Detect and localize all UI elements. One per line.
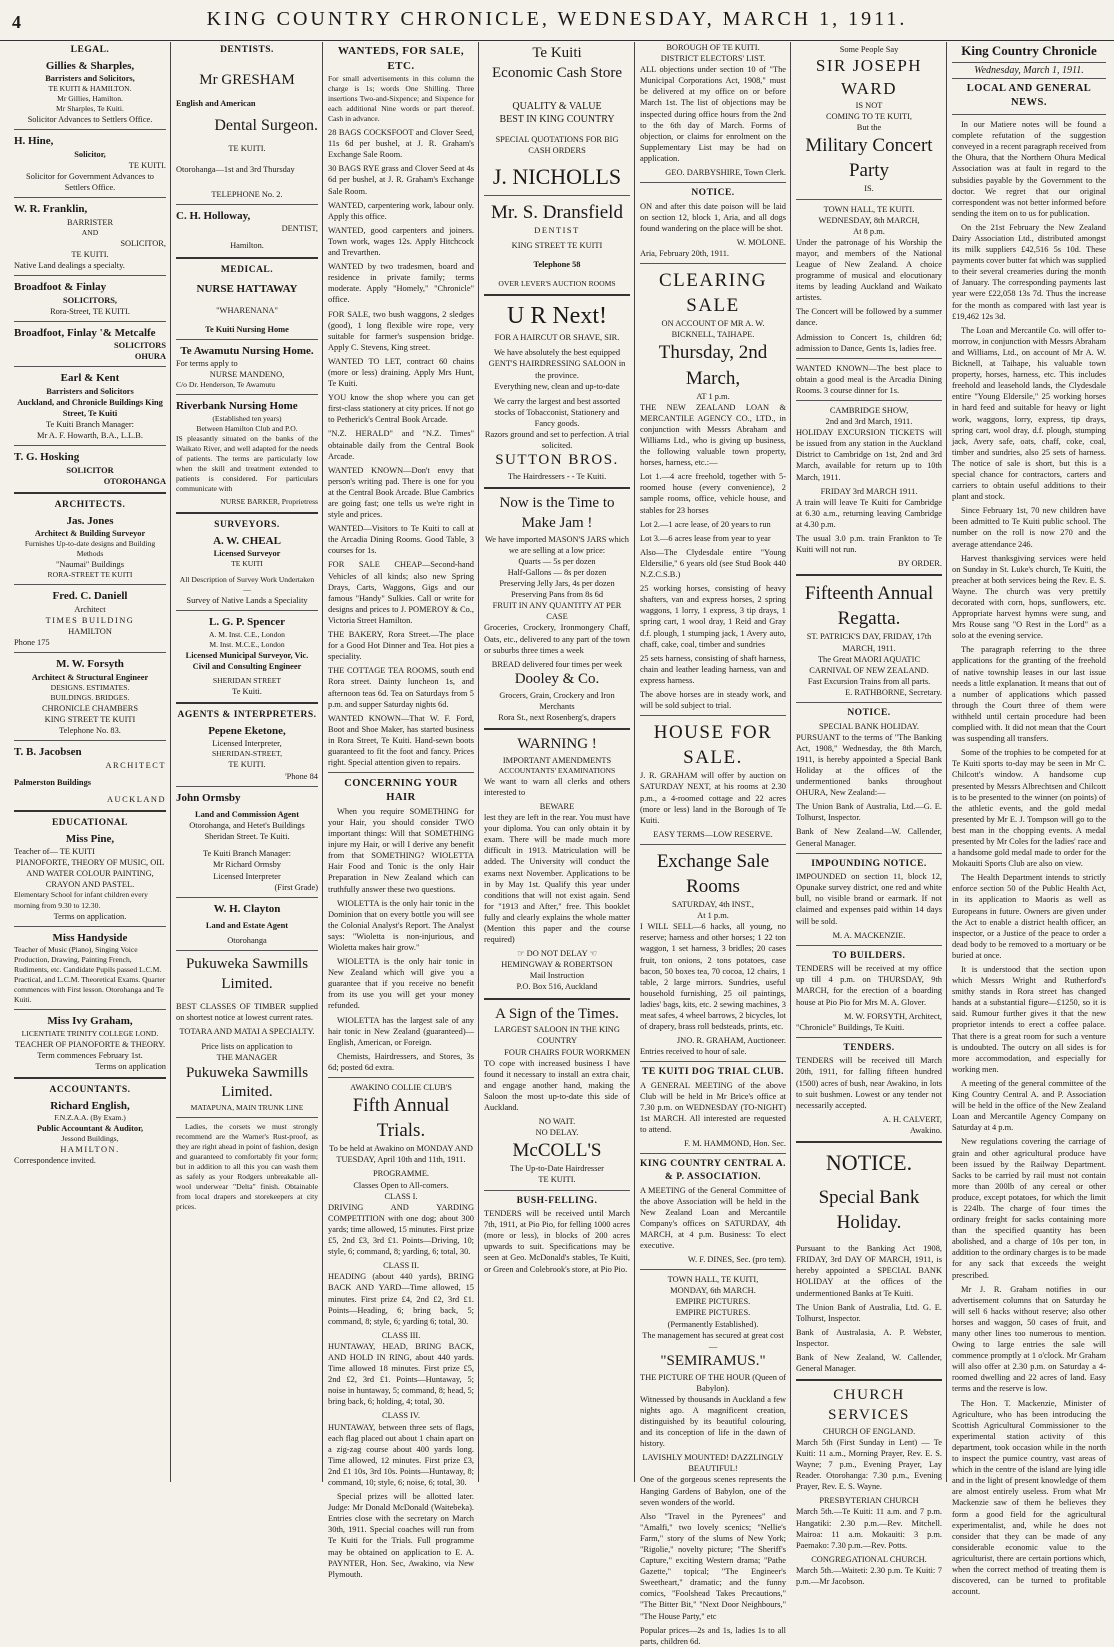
news-paragraph: Harvest thanksgiving services were held on Sunday in St. Luke's church, Te Kuiti, the preacher at both services being the Rev. E. S. Wayne. The church was very prettily decorated with corn, hops, sunflowers, etc. Appropriate harvest hymns were sung, and Mrs Rouse sang "O Rest in the Lord" as a solo at the evening service. [952,553,1106,641]
masthead [0,0,1114,41]
news-masthead: King Country Chronicle [961,43,1097,58]
ad-holloway: C. H. Holloway, DENTIST, Hamilton. [176,209,318,251]
bush-felling-heading: BUSH-FELLING. [516,1195,598,1206]
section-heading-accountants: ACCOUNTANTS. [49,1085,131,1096]
hair-paragraph: WIOLETTA is the only hair tonic in New Zealand which will give you a guarantee that if you receive no benefit from its use you will get your money refunded. [328,957,474,1011]
awakino-intro: AWAKINO COLLIE CLUB'S [350,1083,452,1093]
ad-eketone: Pepene Eketone, Licensed Interpreter, SHERIDAN-STREET, TE KUITI. 'Phone 84 [208,724,318,781]
section-heading-wanteds: WANTEDS, FOR SALE, ETC. [337,45,465,72]
ad-sutton-bros: U R Next! FOR A HAIRCUT OR SHAVE, SIR. We have absolutely the best equipped GENT'S HAIRDRESSING SALOON in the province. Everything new, clean and up-to-date We carry the largest and best assorted stocks of Tobacconist, Stationery and Fancy goods. Razors ground and set to perfection. A trial solicited. SUTTON BROS. The Hairdressers - - Te Kuiti. [484,302,630,481]
news-paragraphs [952,119,1106,1597]
column-professional [172,42,322,1482]
column-stores [480,42,634,1482]
section-heading-educational: EDUCATIONAL [51,818,129,829]
trial-class-title: CLASS IV. [381,1411,420,1421]
classified-ad: "N.Z. HERALD" and "N.Z. Times" obtainable daily from the Central Book Arcade. [328,429,474,461]
wanteds-intro: For small advertisements in this column the charge is 1s; words One Shilling. Three insertions Two-and-Sixpence; and Sixpence for each additional Nine words or part thereof. Cash in advance. [328,74,474,124]
news-paragraph: A meeting of the general committee of the King Country Central A. and P. Association will be held in the office of the New Zealand Loan and Mercantile Agency Company on Saturday at 4 p.m. [952,1078,1106,1133]
news-paragraph: On the 21st February the New Zealand Dairy Association Ltd., distributed amongst its milk suppliers £42,516 5s 10d. These payments cover butter fat which was supplied to their several creameries during the month of January. The corresponding payments last year were £22,058 13s 7d. Thus the increase for the month as compared with last year is £19,462 12s 3d. [952,222,1106,321]
ad-warning: WARNING ! IMPORTANT AMENDMENTS ACCOUNTANTS' EXAMINATIONS We want to warn all clerks and others interested to BEWARE lest they are left in the rear. You must have your diploma. You can only obtain it by exam. There will be made much more difficult in 1913. Matriculation will be added. The University will conduct the exams next November. Applications to be in by May 1st. Qualify this year under conditions that will not exist again. Send for "1913 and After," free. This booklet fully and clearly explains the whole matter (Mention this paper and the course required) ☞ DO NOT DELAY ☜ HEMINGWAY & ROBERTSON Mail Instruction P.O. Box 516, Auckland [484,735,630,992]
trial-class-body: DRIVING AND YARDING COMPETITION with one dog; about 300 yards; time allowed, 15 minutes. First prize £5, 2nd £3, 3rd £1. Points—Driving, 10; style, 6; command, 8; yarding, 6; total, 30. [328,1202,474,1257]
classified-ad: WANTED TO LET, contract 60 chains (more or less) draining. Apply Mrs Hunt, Te Kuiti. [328,356,474,389]
ad-ormsby: John Ormsby Land and Commission Agent Otorohanga, and Hetet's Buildings Sheridan Street. Te Kuiti. Te Kuiti Branch Manager: Mr Richard Ormsby Licensed Interpreter (First Grade) [176,791,318,892]
column-legal [10,42,170,1482]
ad-franklin: W. R. Franklin, BARRISTER AND SOLICITOR, TE KUITI. Native Land dealings a specialty. [14,203,166,270]
ad-special-bank-holiday: NOTICE. Special Bank Holiday. Pursuant to the Banking Act 1908, FRIDAY, 3rd DAY OF MARCH, 1911, is hereby appointed a SPECIAL BANK HOLIDAY at the offices of the undermentioned Banks at Te Kuiti. The Union Bank of Australia, Ltd. G. E. Tolhurst, Inspector. Bank of Australasia, A. P. Webster, Inspector. Bank of New Zealand, W. Callender, General Manager. [796,1149,942,1374]
ad-jones: Jas. Jones Architect & Building Surveyor Furnishes Up-to-date designs and Building Methods "Naumai" Buildings RORA-STREET TE KUITI [24,514,156,580]
ad-cambridge-show: CAMBRIDGE SHOW, 2nd and 3rd March, 1911. HOLIDAY EXCURSION TICKETS will be issued from any station in the Auckland District to Cambridge on 1st, 2nd and 3rd March, available for return up to 10th March, 1911. FRIDAY 3rd MARCH 1911. A train will leave Te Kuiti for Cambridge at 6.30 a.m., returning leaving Cambridge at 4.30 p.m. The usual 3.0 p.m. train Frankton to Te Kuiti will not run. BY ORDER. [796,406,942,569]
news-paragraph: The paragraph referring to the three applications for the granting of the freehold of native township leases in our last issue needs a little explanation. It means that out of a number of applications which passed through the Court three of them were withheld until certain procedure had been complied with. It did not mean that the Court was suspending all transfers. [952,645,1106,744]
ad-economic-cash-store: Te Kuiti Economic Cash Store QUALITY & VALUE BEST IN KING COUNTRY SPECIAL QUOTATIONS FOR BIG CASH ORDERS J. NICHOLLS [492,45,622,190]
awakino-footer: Special prizes will be allotted later. Judge: Mr Donald McDonald (Waitebeka). Entries close with the secretary on March 30th, 1911. Special coaches will run from Te Kuiti for the Trials. Full programme may be obtained on application to E. A. PAYNTER, Hon. Sec, Awakino, via New Plymouth. [328,1492,474,1579]
news-paragraph: Since February 1st, 70 new children have been admitted to Te Kuiti public school. The number on the roll is now 270 and the average attendance 246. [952,506,1106,549]
ad-hattaway: NURSE HATTAWAY "WHARENANA" Te Kuiti Nursing Home [196,283,298,334]
trial-class-body: HEADING (about 440 yards), BRING BACK AND YARD—Time allowed, 15 minutes. First prize £4, 2nd £2, 3rd £1. Points—Heading, 6; bring back, 5; command, 8; style, 6; yarding 6; total, 30. [328,1272,474,1326]
church-services: CHURCH SERVICES CHURCH OF ENGLAND. March 5th (First Sunday in Lent) — Te Kuiti: 11 a.m., Morning Prayer, Rev. E. S. Wayne; 7 p.m., Evening Prayer, Lay Reader. Otorohanga: 7.30 p.m., Evening Prayer, Rev. E. S. Wayne. PRESBYTERIAN CHURCH March 5th.—Te Kuiti: 11 a.m. and 7 p.m. Hangatiki: 2.30 p.m.—Rev. Mitchell. Mairoa: 11 a.m. Mokauiti: 3 p.m. Paemako: 7.30 p.m.—Rev. Potts. CONGREGATIONAL CHURCH. March 5th.—Waiteti: 2.30 p.m. Te Kuiti: 7 p.m.—Mr Jacobson. [796,1387,942,1586]
column-news [948,42,1110,1597]
ad-broadfoot-metcalfe: Broadfoot, Finlay '& Metcalfe SOLICITORS OHURA [14,326,166,362]
classified-ad: FOR SALE, two bush waggons, 2 sledges (good), 1 long flexible wire rope, very suitable for farmer's suspension bridge. Apply C. Stevens, King street. [328,309,474,352]
wanteds-list [328,127,474,768]
ad-house-for-sale: HOUSE FOR SALE. J. R. GRAHAM will offer by auction on SATURDAY NEXT, at his rooms at 2.30 p.m., a 4-roomed cottage and 22 acres (more or less) land in the Borough of Te Kuiti. EASY TERMS—LOW RESERVE. [640,722,786,839]
classified-ad: WANTED, good carpenters and joiners. Town work, wages 12s. Apply Hitchcock and Trevarthen. [328,225,474,258]
ad-empire-pictures: TOWN HALL, TE KUITI, MONDAY, 6th MARCH. EMPIRE PICTURES. EMPIRE PICTURES. (Permanently Established). The management has secured at great cost— "SEMIRAMUS." THE PICTURE OF THE HOUR (Queen of Babylon). Witnessed by thousands in Auckland a few nights ago. A magnificent creation, distinguished by its beautiful colouring, and its conception of life in the dawn of history. LAVISHLY MOUNTED! DAZZLINGLY BEAUTIFUL! One of the gorgeous scenes represents the Hanging Gardens of Babylon, one of the seven wonders of the world. Also "Travel in the Pyrenees" and "Amalfi," two lovely scenics; "Nellie's Farm," story of the slums of New York; "Rigolie," novelty picture; "The Sheriff's Capture," exciting Western drama; "Pathe Gazette," topical; "The Engineer's Sweetheart," dramatic; and the funny comics, "Foolshead Takes Precautions," "The Bitter Bit," "Next Door Neighbours," "The House Party," etc Popular prices—2s and 1s, ladies 1s to all parts, children 6d. [640,1275,786,1646]
hair-paragraph: Chemists, Hairdressers, and Stores, 3s 6d; posted 6d extra. [328,1051,474,1072]
news-paragraph: The Hon. T. Mackenzie, Minister of Agriculture, who has been introducing the Scottish Agricultural Commissioner to the experimental station activity of this department, took occasion while in the north to inspect the pumice country, vast areas of which in the centre of the island are lying idle and in the light of present knowledge of them are almost entirely useless. From what Mr Mackenzie saw of them he believes they form a good field for the agricultural experimentalist, and, while he does not consider that they can be made of any considerable economic value to the agriculturist, there are certain portions which, when the correct method of treating them is discovered, can be turned to profitable account. [952,1398,1106,1597]
ad-mccolls: A Sign of the Times. LARGEST SALOON IN THE KING COUNTRY FOUR CHAIRS FOUR WORKMEN TO cope with increased business I have found it necessary to install an extra chair, and engage another hand, making the Saloon the most up-to-date this side of Auckland. NO WAIT. NO DELAY. McCOLL'S The Up-to-Date Hairdresser TE KUITI. [484,1005,630,1185]
news-paragraph: Mr J. R. Graham notifies in our advertisement columns that on Saturday he will sell 6 hacks without reserve; also other horses and waggon, 50 cases of fruit, and many other lines too numerous to mention. Owing to large entries the sale will commence promptly at 1 o'clock. Mr Graham will also offer at 2.30 p.m. on Saturday a 4-roomed dwelling and 22 acres of land. Easy terms and the reserve is low. [952,1284,1106,1394]
section-heading-surveyors: SURVEYORS. [214,520,280,531]
borough-heading: BOROUGH OF TE KUITI. [666,43,760,52]
column-rule [790,42,791,1482]
trial-class-title: CLASS III. [381,1330,421,1340]
section-heading-medical: MEDICAL. [220,264,274,275]
ad-dransfield: Mr. S. Dransfield DENTIST KING STREET TE KUITI Telephone 58 OVER LEVER'S AUCTION ROOMS [491,202,623,288]
ad-regatta: Fifteenth Annual Regatta. ST. PATRICK'S DAY, FRIDAY, 17th MARCH, 1911. The Great MAORI AQUATIC CARNIVAL OF NEW ZEALAND. Fast Excursion Trains from all parts. E. RATHBORNE, Secretary. [804,583,942,697]
classified-ad: WANTED KNOWN—That W. F. Ford, Boot and Shoe Maker, has started business in Rora Street, Te Kuiti. Hand-sewn boots guaranteed to fit the foot and fancy. Prices right. Special attention given to repairs. [328,713,474,768]
ad-earl-kent: Earl & Kent Barristers and Solicitors Auckland, and Chronicle Buildings King Street, Te Kuiti Te Kuiti Branch Manager: Mr A. F. Howarth, B.A., L.L.B. [17,372,163,441]
classified-ad: 30 BAGS RYE grass and Clover Seed at 4s 6d per bushel, at J. R. Graham's Exchange Sale Room. [328,164,474,196]
column-notices: BOROUGH OF TE KUITI. DISTRICT ELECTORS' LIST. ALL objections under section 10 of "The Municipal Corporations Act, 1908," must be delivered at my office on or before March 1st. The list of objections may be inspected during office hours from the 2nd to the 6th day of March. Forms of objection, or claims for enrolment on the Supplementary List may be had on application. GEO. DARBYSHIRE, Town Clerk. NOTICE. ON and after this date poison will be laid on section 12, block 1, Aria, and all dogs found wandering on the place will be shot. W. MOLONE. Aria, February 20th, 1911. CLEARING SALE ON ACCOUNT OF MR A. W. BICKNELL, TAIHAPE. Thursday, 2nd March, AT 1 p.m. THE NEW ZEALAND LOAN & MERCANTILE AGENCY CO., LTD., in conjunction with Messrs Abraham and Williams Ltd., who is giving up business, the following valuable town property, horses, harness, etc.:— Lot 1.—4 acre freehold, together with 5-roomed house (every convenience), 2 sample rooms, office, vehicle house, and stables for 23 horses Lot 2.—1 acre lease, of 20 years to run Lot 3.—6 acres lease from year to year Also—The Clydesdale entire "Young Eldersilie," 6 years old (see Stud Book 440 N.Z.C.S.B.) 25 working horses, consisting of heavy shafters, van and express horses, 2 spring waggons, 1 lorry, 1 express, 3 tip drays, 1 spring cart, 1 wool dray, 1 Reid and Gray d.f. plough, 1 stumping jack, 1 Avery auto, chaff, cake, coal, timber and sundries 25 sets harness, consisting of shaft harness, chain and leather leading harness, van and express harness. The above horses are in steady work, and will be sold subject to trial. HOUSE FOR SALE. J. R. GRAHAM will offer by auction on SATURDAY NEXT, at his rooms at 2.30 p.m., a 4-roomed cottage and 22 acres (more or less) land in the Borough of Te Kuiti. EASY TERMS—LOW RESERVE. Exchange Sale Rooms SATURDAY, 4th INST., At 1 p.m. I WILL SELL—6 hacks, all young, no reserve; harness and other horses; 1 22 ton waggon, 1 set harness, 3 bridles; 20 cases fruit, ton onions, 2 tons potatoes, case bacon, 50 boxes tea, 70 cocoa, 12 chairs, 1 table, 2 large mirrors. Sundries, useful household furnishing, 25 oil paintings, ladies' bags, kits, etc. 2 sewing machines, 3 meat safes, 4 wheel barrows, 2 bicycles, lot of drapery, brass roll bedsteads, prints, etc. JNO. R. GRAHAM, Auctioneer. Entries received to hour of sale. TE KUITI DOG TRIAL CLUB. A GENERAL MEETING of the above Club will be held in Mr Brice's office at 7.30 p.m. on WEDNESDAY (TO-NIGHT) 1st MARCH. All interested are requested to attend. F. M. HAMMOND, Hon. Sec. KING COUNTRY CENTRAL A. & P. ASSOCIATION. A MEETING of the General Committee of the above Association will be held in the New Zealand Loan and Mercantile Company's offices on SATURDAY, 4th MARCH, at 4 p.m. Business: To elect executive. W. F. DINES, Sec. (pro tem). TOWN HALL, TE KUITI, MONDAY, 6th MARCH. EMPIRE PICTURES. EMPIRE PICTURES. (Permanently Established). The management has secured at great cost— "SEMIRAMUS." THE PICTURE OF THE HOUR (Queen of Babylon). Witnessed by thousands in Auckland a few nights ago. A magnificent creation, distinguished by its beautiful colouring, and its conception of life in the dawn of history. LAVISHLY MOUNTED! DAZZLINGLY BEAUTIFUL! One of the gorgeous scenes represents the Hanging Gardens of Babylon, one of the seven wonders of the world. Also "Travel in the Pyrenees" and "Amalfi," two lovely scenics; "Nellie's Farm," story of the slums of New York; "Rigolie," novelty picture; "The Sheriff's Capture," exciting Western drama; "Pathe Gazette," topical; "The Engineer's Sweetheart," dramatic; and the funny comics, "Foolshead Takes Precautions," "The Bitter Bit," "Next Door Neighbours," "The House Party," etc Popular prices—2s and 1s, ladies 1s to all parts, children 6d. [640,43,786,1646]
ad-riverbank: Riverbank Nursing Home (Established ten years) Between Hamilton Club and P.O. IS pleasantly situated on the banks of the Waikato River, and well adapted for the needs of patients. The terms are particularly low when the skill and treatment extended to patients is considered. For particulars communicate with NURSE BARKER, Proprietress [176,400,318,507]
ad-cheal: A. W. CHEAL Licensed Surveyor TE KUITI All Description of Survey Work Undertaken— Survey of Native Lands a Speciality [179,534,315,606]
trial-class-title: CLASS I. [384,1191,418,1201]
section-heading-legal: LEGAL. [70,45,110,55]
ad-clearing-sale: CLEARING SALE ON ACCOUNT OF MR A. W. BICKNELL, TAIHAPE. Thursday, 2nd March, AT 1 p.m. THE NEW ZEALAND LOAN & MERCANTILE AGENCY CO., LTD., in conjunction with Messrs Abraham and Williams Ltd., who is giving up business, the following valuable town property, horses, harness, etc.:— Lot 1.—4 acre freehold, together with 5-roomed house (every convenience), 2 sample rooms, office, vehicle house, and stables for 23 horses Lot 2.—1 acre lease, of 20 years to run Lot 3.—6 acres lease from year to year Also—The Clydesdale entire "Young Eldersilie," 6 years old (see Stud Book 440 N.Z.C.S.B.) 25 working horses, consisting of heavy shafters, van and express horses, 2 spring waggons, 1 lorry, 1 express, 3 tip drays, 1 spring cart, 1 wool dray, 1 Reid and Gray d.f. plough, 1 stumping jack, 1 Avery auto, chaff, cake, coal, timber and sundries 25 sets harness, consisting of shaft harness, chain and leather leading harness, van and express harness. The above horses are in steady work, and will be sold subject to trial. [640,270,786,711]
classified-ad: FOR SALE CHEAP—Second-hand Vehicles of all kinds; also new Spring Drays, Carts, Waggons, Gigs and our famous "Handy" Sulkies. Call or write for designs and prices to J. POMEROY & Co., Victoria Street Hamilton. [328,560,474,625]
ad-forsyth: M. W. Forsyth Architect & Structural Engineer DESIGNS. ESTIMATES. BUILDINGS. BRIDGES. CHRONICLE CHAMBERS KING STREET TE KUITI Telephone No. 83. [31,658,149,736]
column-rule [634,42,635,1482]
ad-pine: Miss Pine, Teacher of— TE KUITI PIANOFORTE, THEORY OF MUSIC, OIL AND WATER COLOUR PAINTING, CRAYON AND PASTEL. Elementary School for infant children every morning from 9.30 to 12.30. Terms on application. [14,832,165,921]
ad-broadfoot: Broadfoot & Finlay SOLICITORS, Rora-Street, TE KUITI. [14,281,130,316]
column-rule [170,42,171,1482]
news-paragraph: New regulations covering the carriage of grain and other agricultural produce have been issued by the Railway Department. Sacks to be carried by rail must not contain more than 200lb of any cereal or other produce, except potatoes, for which the limit is 224lb. The charge of four times the ordinary freight for sacks containing more than the specified quantity has been abolished, and a charge of 10s per ton, in addition to the ordinary charges is to be made for any sack that exceeds the weight prescribed. [952,1137,1106,1280]
section-heading-dentists: DENTISTS. [220,45,274,55]
masthead-title: KING COUNTRY CHRONICLE, WEDNESDAY, MARCH 1, 1911. [206,8,908,30]
news-paragraph: The Loan and Mercantile Co. will offer to-morrow, in conjunction with Messrs Abraham and Williams, Ltd., on account of Mr A. W. Bicknell, at Taihape, his valuable town property, horses, harness, etc. This includes freehold and leasehold lands, the Clydesdale entire "Young Eldersile," 25 working horses in hard feed and suitable for heavy or light work, waggons, lorry, express, tip drays, spring cart, wool dray, d.f. plough, stumping jack, Avery safe, oats, chaff, coke, coal, timber and sundries, also 25 sets of harness. The notice of sale is short, but this is a special chance for contractors, carters and carriers to obtain useful additions to their plant and stock. [952,325,1106,502]
page-number: 4 [12,12,21,32]
trial-class-body: HUNTAWAY, HEAD, BRING BACK, AND HOLD IN RING, about 440 yards. Time allowed 18 minutes. First prize £5, 2nd £2, 3rd £1. Points—Huntaway, 5; noise in huntaway, 5; command, 8; head, 5; bring back, 6; holding, 4; total, 30. [328,1341,474,1407]
ad-handyside: Miss Handyside Teacher of Music (Piano), Singing Voice Production, Drawing, Painting French, Rudiments, etc. Candidate Pupils passed L.C.M. Practical, and L.C.M. Theoretical Exams. Quarter commences with First lesson. Otorohanga and Te Kuiti. [14,931,166,1005]
ad-daniell: Fred. C. Daniell Architect TIMES BUILDING HAMILTON Phone 175 [14,590,135,648]
ad-gillies: Gillies & Sharples, Barristers and Solicitors, TE KUITI & HAMILTON. Mr Gillies, Hamilton. Mr Sharples, Te Kuiti. Solicitor Advances to Settlers Office. [27,59,153,125]
ad-military-concert: Some People Say SIR JOSEPH WARD IS NOT COMING TO TE KUITI, But the Military Concert Party IS. TOWN HALL, TE KUITI. WEDNESDAY, 8th MARCH, At 8 p.m. Under the patronage of his Worship the mayor, and members of the National League of New Zealand. A choice programme of musical and elocutionary items by leading Auckland and Waikato artistes. The Concert will be followed by a summer dance. Admission to Concert 1s, children 6d; admission to Dance, Gents 1s, ladies free. [796,45,942,353]
hair-paragraph: WIOLETTA has the largest sale of any hair tonic in New Zealand (guaranteed)—English, American, or Foreign. [328,1015,474,1047]
news-paragraph: Some of the trophies to be competed for at Te Kuiti sports to-day may be seen in Mr C. Chilcott's window. A handsome cup presented by Messrs Albrechtsen and Chilcott is to be presented to the winner (on points) of the athletic events, and the gold medal presented by Mr E. J. Tompson will go to the best man in the chopping events. A medal presented by Mr Coles for the ladies' race and a handsome gold medal made to order for the Mokauiti Sports Club are also on view. [952,748,1106,869]
classified-ad: 28 BAGS COCKSFOOT and Clover Seed, 11s 6d per bushel, at J. R. Graham's Exchange Sale Room. [328,128,474,160]
news-paragraph: It is understood that the section upon which Messrs Wright and Rutherford's smithy stands in Rora street has changed hands at a substantial figure—£1250, so it is said. Rumour further gives it that the new proprietor intends to erect a coffee palace. That there is a great room for such a venture is undoubted. The outcry on all sides is for more accommodation, and especially for working men. [952,965,1106,1074]
awakino-title: Fifth Annual Trials. [352,1095,450,1142]
ad-pukuweka: Pukuweka Sawmills Limited. BEST CLASSES OF TIMBER supplied on shortest notice at lowest current rates. TOTARA AND MATAI A SPECIALTY. Price lists on application to THE MANAGER Pukuweka Sawmills Limited. MATAPUNA, MAIN TRUNK LINE Ladies, the corsets we must strongly recommend are the Warner's Rust-proof, as they are right ahead in point of fashion, design and guaranteed to comfortably fit your form; but in addition to all this you can wash them as safely as your Rodgers unbreakable all-wool underwear "Delta" finish. Obtainable from local drapers and storekeepers at city prices. [176,956,318,1212]
classified-ad: WANTED—Visitors to Te Kuiti to call at the Arcadia Dining Rooms. Good Table, 3 courses for 1s. [328,524,474,556]
classified-ad: THE BAKERY, Rora Street.—The place for a Good Hot Dinner and Tea. Hot pies a speciality. [328,630,474,662]
column-wanteds: WANTEDS, FOR SALE, ETC. For small advertisements in this column the charge is 1s; words One Shilling. Three insertions Two-and-Sixpence; and Sixpence for each additional Nine words or part thereof. Cash in advance. 28 BAGS COCKSFOOT and Clover Seed, 11s 6d per bushel, at J. R. Graham's Exchange Sale Room. 30 BAGS RYE grass and Clover Seed at 4s 6d per bushel, at J. R. Graham's Exchange Sale Room. WANTED, carpentering work, labour only. Apply this office. WANTED, good carpenters and joiners. Town work, wages 12s. Apply Hitchcock and Trevarthen. WANTED by two tradesmen, board and residence in private family; terms moderate. Apply "Homely," "Chronicle" office. FOR SALE, two bush waggons, 2 sledges (good), 1 long flexible wire rope, very suitable for farmer's suspension bridge. Apply C. Stevens, King street. WANTED TO LET, contract 60 chains (more or less) draining. Apply Mrs Hunt, Te Kuiti. YOU know the shop where you can get first-class stationery at city prices. If not go to Petherick's Central Book Arcade. "N.Z. HERALD" and "N.Z. Times" obtainable daily from the Central Book Arcade. WANTED KNOWN—Don't envy that person's writing pad. There is one for you at the Central Book Arcade. Blue Cambrics are going fast; one tells us we're right in style and prices. WANTED—Visitors to Te Kuiti to call at the Arcadia Dining Rooms. Good Table, 3 courses for 1s. FOR SALE CHEAP—Second-hand Vehicles of all kinds; also new Spring Drays, Carts, Waggons, Gigs and our famous "Handy" Sulkies. Call or write for designs and prices to J. POMEROY & Co., Victoria Street Hamilton. THE BAKERY, Rora Street.—The place for a Good Hot Dinner and Tea. Hot pies a speciality. THE COTTAGE TEA ROOMS, south end Rora street. Dainty luncheon 1s, and afternoon teas 6d. Tea on Saturdays from 5 p.m. and supper Saturday nights 6d. WANTED KNOWN—That W. F. Ford, Boot and Shoe Maker, has started business in Rora Street, Te Kuiti. Hand-sewn boots guaranteed to fit the foot and fancy. Prices right. Special attention given to repairs. CONCERNING YOUR HAIR When you require SOMETHING for your Hair, you should consider TWO important things: Will that SOMETHING injure my Hair, or will I derive any benefit from that SOMETHING? WIOLETTA Hair Food and Tonic is the only Hair Preparation in New Zealand which can truthfully answer these two questions. WIOLETTA is the only hair tonic in the Dominion that on every bottle you will see the Colonial Analyst's Report. The Analyst says: "Wioletta is non-injurious, and Wioletta makes hair grow." WIOLETTA is the only hair tonic in New Zealand which will give you a guarantee that if you receive no benefit from its use you will get your money refunded. WIOLETTA has the largest sale of any hair tonic in New Zealand (guaranteed)—English, American, or Foreign. Chemists, Hairdressers, and Stores, 3s 6d; posted 6d extra. AWAKINO COLLIE CLUB'S Fifth Annual Trials. To be held at Awakino on MONDAY AND TUESDAY, April 10th and 11th, 1911. PROGRAMME. Classes Open to All-comers. CLASS I. DRIVING AND YARDING COMPETITION with one dog; about 300 yards; time allowed, 15 minutes. First prize £5, 2nd £3, 3rd £1. Points—Driving, 10; style, 6; command, 8; yarding, 6; total, 30. CLASS II. HEADING (about 440 yards), BRING BACK AND YARD—Time allowed, 15 minutes. First prize £4, 2nd £2, 3rd £1. Points—Heading, 6; bring back, 5; command, 8; style, 6; yarding 6; total, 30. CLASS III. HUNTAWAY, HEAD, BRING BACK, AND HOLD IN RING, about 440 yards. Time allowed 18 minutes. First prize £5, 2nd £2, 3rd £1. Points—Huntaway, 5; noise in huntaway, 5; command, 8; head, 5; bring back, 6; holding, 4; total, 30. CLASS IV. HUNTAWAY, between three sets of flags, each flag placed out about 1 chain apart on a zig-zag course about 400 yards long. Time allowed, 12 minutes. First prize £3, 2nd £1 10s, 3rd 10s. Points—Huntaway, 8; command, 10; style, 6; noise, 6; total, 30. Special prizes will be allotted later. Judge: Mr Donald McDonald (Waitebeka). Entries close with the secretary on March 30th, 1911. Special coaches will run from Te Kuiti for the Trials. Full programme may be obtained on application to E. A. PAYNTER, Hon. Sec, Awakino, via New Plymouth. [328,45,474,1579]
news-paragraph: The Health Department intends to strictly enforce section 50 of the Public Health Act, in its application to Maoris as well as Europeans in future. Owners are given under the Act to enable a district health officer, an inspector, or a Justice of the peace to order a dead body to be removed to a mortuary or be buried at once. [952,873,1106,960]
ad-jacobsen: T. B. Jacobsen ARCHITECT Palmerston Buildings AUCKLAND [14,746,166,804]
column-rule [946,42,947,1482]
column-rule [322,42,323,1482]
column-announcements: Some People Say SIR JOSEPH WARD IS NOT COMING TO TE KUITI, But the Military Concert Party IS. TOWN HALL, TE KUITI. WEDNESDAY, 8th MARCH, At 8 p.m. Under the patronage of his Worship the mayor, and members of the National League of New Zealand. A choice programme of musical and elocutionary items by leading Auckland and Waikato artistes. The Concert will be followed by a summer dance. Admission to Concert 1s, children 6d; admission to Dance, Gents 1s, ladies free. WANTED KNOWN—The best place to obtain a good meal is the Arcadia Dining Rooms. 3 course dinner for 1s. CAMBRIDGE SHOW, 2nd and 3rd March, 1911. HOLIDAY EXCURSION TICKETS will be issued from any station in the Auckland District to Cambridge on 1st, 2nd and 3rd March, available for return up to 10th March, 1911. FRIDAY 3rd MARCH 1911. A train will leave Te Kuiti for Cambridge at 6.30 a.m., returning leaving Cambridge at 4.30 p.m. The usual 3.0 p.m. train Frankton to Te Kuiti will not run. BY ORDER. Fifteenth Annual Regatta. ST. PATRICK'S DAY, FRIDAY, 17th MARCH, 1911. The Great MAORI AQUATIC CARNIVAL OF NEW ZEALAND. Fast Excursion Trains from all parts. E. RATHBORNE, Secretary. NOTICE. SPECIAL BANK HOLIDAY. PURSUANT to the terms of "The Banking Act, 1908," Wednesday, the 8th March, 1911, is hereby appointed a Special Bank Holiday at the offices of the undermentioned banks throughout OHURA, New Zealand:— The Union Bank of Australia, Ltd.—G. E. Tolhurst, Inspector. Bank of New Zealand—W. Callender, General Manager. IMPOUNDING NOTICE. IMPOUNDED on section 11, block 12, Opunake survey district, one red and white bull, no visible brand or earmark. If not claimed and expenses paid within 14 days will be sold. M. A. MACKENZIE. TO BUILDERS. TENDERS will be received at my office up till 4 p.m. on THURSDAY, 9th MARCH, for the erection of a boarding house at Pio Pio for Mrs M. A. Glover. M. W. FORSYTH, Architect, "Chronicle" Buildings, Te Kuiti. TENDERS. TENDERS will be received till March 20th, 1911, for falling fifteen hundred (1500) acres of bush, near Awakino, in lots to suit bushmen. Lowest or any tender not necessarily accepted. A. H. CALVERT, Awakino. NOTICE. Special Bank Holiday. Pursuant to the Banking Act 1908, FRIDAY, 3rd DAY OF MARCH, 1911, is hereby appointed a SPECIAL BANK HOLIDAY at the offices of the undermentioned Banks at Te Kuiti. The Union Bank of Australia, Ltd. G. E. Tolhurst, Inspector. Bank of Australasia, A. P. Webster, Inspector. Bank of New Zealand, W. Callender, General Manager. CHURCH SERVICES CHURCH OF ENGLAND. March 5th (First Sunday in Lent) — Te Kuiti: 11 a.m., Morning Prayer, Rev. E. S. Wayne; 7 p.m., Evening Prayer, Lay Reader. Otorohanga: 7.30 p.m., Evening Prayer, Rev. E. S. Wayne. PRESBYTERIAN CHURCH March 5th.—Te Kuiti: 11 a.m. and 7 p.m. Hangatiki: 2.30 p.m.—Rev. Mitchell. Mairoa: 11 a.m. Mokauiti: 3 p.m. Paemako: 7.30 p.m.—Rev. Potts. CONGREGATIONAL CHURCH. March 5th.—Waiteti: 2.30 p.m. Te Kuiti: 7 p.m.—Mr Jacobson. [796,45,942,1586]
ad-spencer: L. G. P. Spencer A. M. Inst. C.E., London M. Inst. M.C.E., London Licensed Municipal Surveyor, Vic. Civil and Consulting Engineer SHERIDAN STREET Te Kuiti. [185,616,309,697]
ad-arcadia: WANTED KNOWN—The best place to obtain a good meal is the Arcadia Dining Rooms. 3 course dinner for 1s. [796,363,942,395]
classified-ad: WANTED KNOWN—Don't envy that person's writing pad. There is one for you at the Central Book Arcade. Blue Cambrics are going fast; one tells us we're right in style and prices. [328,465,474,520]
ad-dooley: Now is the Time to Make Jam ! We have imported MASON'S JARS which we are selling at a low price: Quarts — 5s per dozen Half-Gallons — 8s per dozen Preserving Jelly Jars, 4s per dozen Preserving Pans from 8s 6d FRUIT IN ANY QUANTITY AT PER CASE Groceries, Crockery, Ironmongery Chaff, Oats, etc., delivered to any part of the town or suburbs three times a week BREAD delivered four times per week Dooley & Co. Grocers, Grain, Crockery and Iron Merchants Rora St., next Rosenberg's, drapers [484,495,630,722]
classified-ad: YOU know the shop where you can get first-class stationery at city prices. If not go to Petherick's Central Book Arcade. [328,393,474,425]
ad-hosking: T. G. Hosking SOLICITOR OTOROHANGA [14,451,166,487]
news-dateline: Wednesday, March 1, 1911. [952,62,1106,79]
news-paragraph: In our Matiere notes will be found a complete refutation of the suggestion conveyed in a recent paragraph received from the Ohura, that the Northern Ohura Medical Association was at fault in regard to the subsidies payable by the Government to the doctor. We regret that our original correspondent was not better informed before sending the item on to us for publication. [952,120,1106,218]
classified-ad: WANTED by two tradesmen, board and residence in private family; terms moderate. Apply "Homely," "Chronicle" office. [328,262,474,305]
column-rule [478,42,479,1482]
ad-english: Richard English, F.N.Z.A.A. (By Exam.) Public Accountant & Auditor, Jessond Buildings, HAMILTON. Correspondence invited. [14,1099,144,1166]
classified-ad: WANTED, carpentering work, labour only. Apply this office. [328,200,474,221]
section-heading-agents: AGENTS & INTERPRETERS. [177,710,317,721]
hair-paragraph: When you require SOMETHING for your Hair, you should consider TWO important things: Will that SOMETHING injure my Hair, or will I derive any benefit from that SOMETHING? WIOLETTA Hair Food and Tonic is the only Hair Preparation in New Zealand which can truthfully answer these two questions. [328,806,474,894]
ad-clayton: W. H. Clayton Land and Estate Agent Otorohanga [205,902,289,946]
trial-classes [328,1191,474,1488]
hair-paragraph: WIOLETTA is the only hair tonic in the Dominion that on every bottle you will see the Colonial Analyst's Report. The Analyst says: "Wioletta is non-injurious, and Wioletta makes hair grow." [328,898,474,953]
ad-gresham: Mr GRESHAM English and American Dental Surgeon. TE KUITI. Otorohanga—1st and 3rd Thursday TELEPHONE No. 2. [176,71,318,199]
bush-felling-body: TENDERS will be received until March 7th, 1911, at Pio Pio, for felling 1000 acres (more or less), in blocks of 200 acres upwards to suit. Specifications may be seen at Geo. McDonald's stables, Te Kuiti, or Green and Colebrook's store, at Pio Pio. [484,1209,630,1274]
trial-class-body: HUNTAWAY, between three sets of flags, each flag placed out about 1 chain apart on a zig-zag course about 400 yards long. Time allowed, 12 minutes. First prize £3, 2nd £1 10s, 3rd 10s. Points—Huntaway, 8; command, 10; style, 6; noise, 6; total, 30. [328,1422,474,1488]
ad-ivy-graham: Miss Ivy Graham, LICENTIATE TRINITY COLLEGE LOND. TEACHER OF PIANOFORTE & THEORY. Term commences February 1st. Terms on application [14,1015,166,1071]
hair-ad [328,806,474,1073]
news-heading: LOCAL AND GENERAL NEWS. [966,83,1092,109]
trial-class-title: CLASS II. [383,1261,419,1271]
ad-exchange-sale-rooms: Exchange Sale Rooms SATURDAY, 4th INST., At 1 p.m. I WILL SELL—6 hacks, all young, no reserve; harness and other horses; 1 22 ton waggon, 1 set harness, 3 bridles; 20 cases fruit, ton onions, 2 tons potatoes, case bacon, 50 boxes tea, 70 cocoa, 12 chairs, 1 table, 2 large mirrors. Sundries, useful household furnishing, 25 oil paintings, ladies' bags, kits, etc. 2 sewing machines, 3 meat safes, 4 wheel barrows, 2 bicycles, lot of drapery, brass roll bedsteads, prints, etc. JNO. R. GRAHAM, Auctioneer. Entries received to hour of sale. [640,850,786,1057]
ad-hine: H. Hine, Solicitor, TE KUITI. Solicitor for Government Advances to Settlers Office. [14,135,166,193]
ad-awamutu: Te Awamutu Nursing Home. For terms apply to NURSE MANDENO, C/o Dr. Henderson, Te Awamutu [176,344,314,390]
hair-heading: CONCERNING YOUR HAIR [344,778,458,804]
section-heading-architects: ARCHITECTS. [54,500,126,511]
classified-ad: THE COTTAGE TEA ROOMS, south end Rora street. Dainty luncheon 1s, and afternoon teas 6d. Tea on Saturdays from 5 p.m. and supper Saturday nights 6d. [328,666,474,709]
